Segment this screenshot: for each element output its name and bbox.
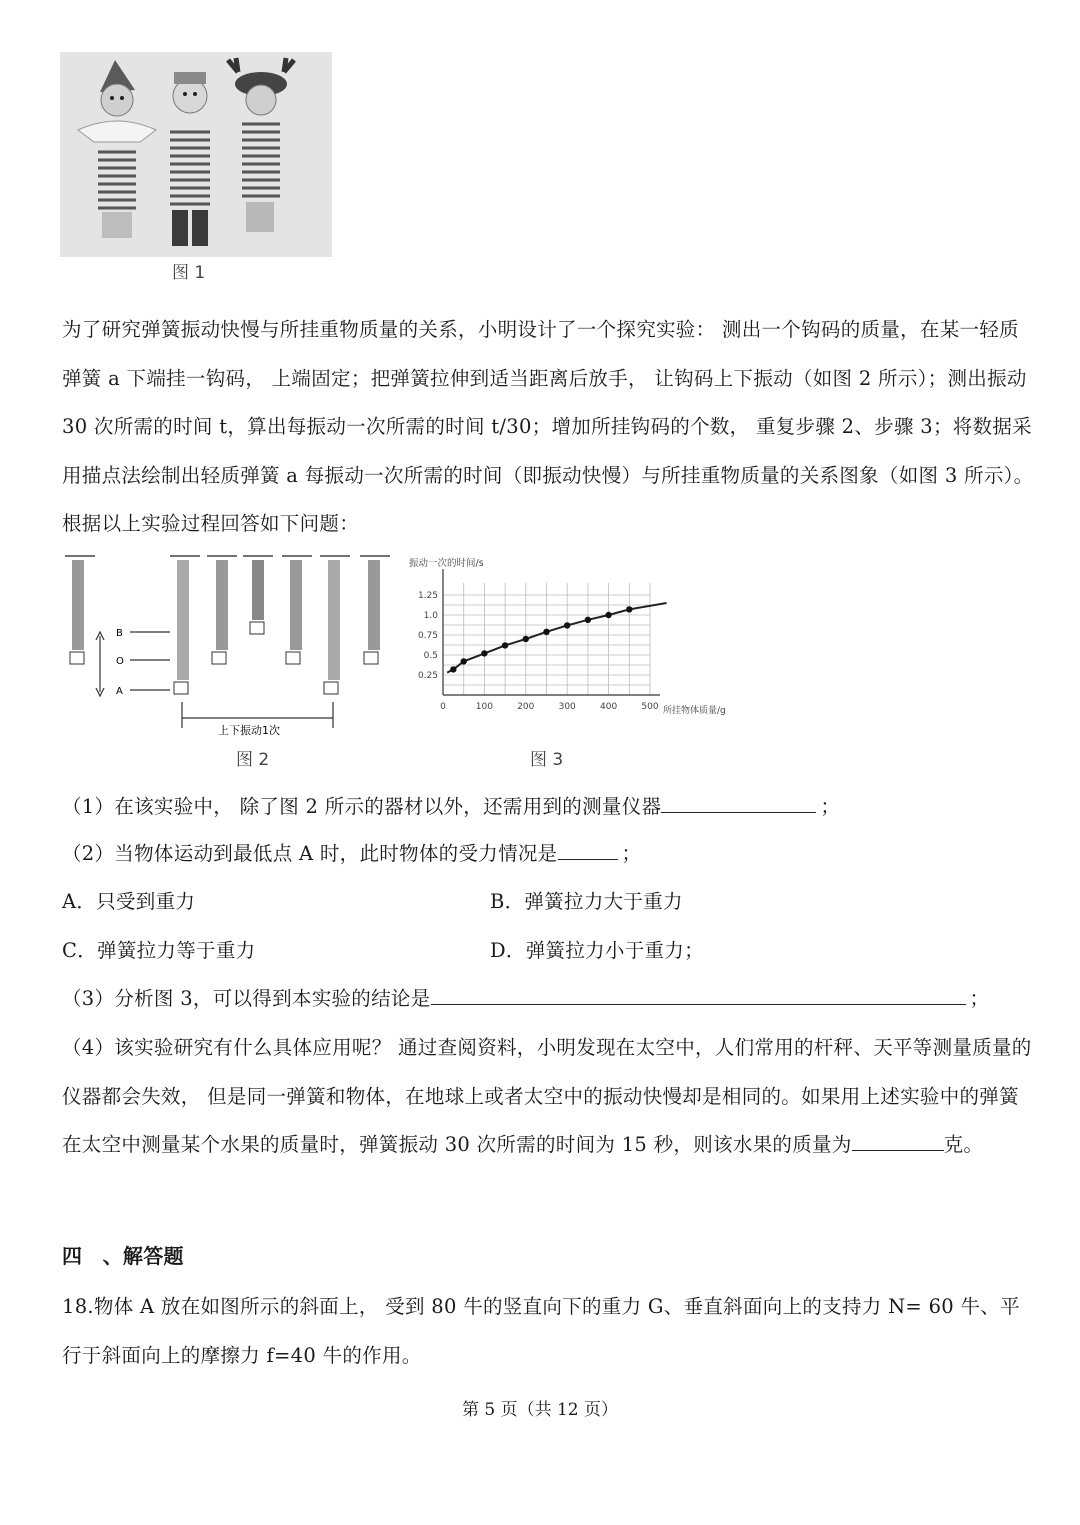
answer-blank-3[interactable] — [431, 986, 966, 1005]
data-point — [523, 636, 529, 642]
question-4-end: 克。 — [943, 1133, 984, 1156]
data-point — [605, 612, 611, 618]
spring-1 — [70, 560, 84, 664]
question-18: 18.物体 A 放在如图所示的斜面上， 受到 80 牛的竖直向下的重力 G、垂直斜面向上的支持力 N= 60 牛、平行于斜面向上的摩擦力 f=40 牛的作用。 — [62, 1295, 1020, 1367]
question-1-text: （1）在该实验中， 除了图 2 所示的器材以外，还需用到的测量仪器 — [62, 795, 662, 818]
spring-2 — [174, 560, 189, 694]
data-point — [543, 629, 549, 635]
data-point — [481, 650, 487, 656]
chart-xlabel: 所挂物体质量/g — [663, 706, 725, 716]
x-tick-label: 0 — [440, 702, 446, 712]
spring-4 — [250, 560, 264, 634]
data-point — [585, 617, 591, 623]
figure-2-diagram — [60, 552, 400, 742]
question-4 — [62, 1024, 1037, 1170]
figure-2-caption: 图 2 — [236, 750, 270, 770]
figure-1-caption: 图 1 — [172, 263, 206, 283]
spring-3 — [212, 560, 228, 664]
option-a: A．只受到重力 — [62, 890, 196, 913]
question-1-end: ； — [820, 795, 841, 818]
spring-7 — [364, 560, 380, 664]
question-3-text: （3）分析图 3，可以得到本实验的结论是 — [62, 987, 431, 1010]
question-4-text: （4）该实验研究有什么具体应用呢？ 通过查阅资料，小明发现在太空中，人们常用的杆秤、天平等测量质量的仪器都会失效， 但是同一弹簧和物体，在地球上或者太空中的振动快慢却是相同的。如果用上述实验中的弹簧在太空中测量某个水果的质量时，弹簧振动 30 次所需的时间为 15 秒，则该水果的质量为 — [62, 1036, 1032, 1156]
y-tick-label: 1.25 — [417, 591, 438, 601]
question-2 — [62, 838, 641, 866]
section-heading: 四 、解答题 — [62, 1244, 184, 1268]
x-tick-label: 100 — [475, 702, 493, 712]
label-b: B — [116, 628, 123, 639]
chart-ylabel: 振动一次的时间/s — [409, 558, 484, 569]
x-tick-label: 400 — [600, 702, 618, 712]
data-point — [450, 666, 456, 672]
answer-blank-4[interactable] — [852, 1132, 944, 1151]
data-point — [626, 606, 632, 612]
x-tick-label: 200 — [517, 702, 535, 712]
span-label: 上下振动1次 — [218, 724, 280, 737]
label-o: O — [116, 656, 124, 667]
page-footer: 第 5 页（共 12 页） — [461, 1400, 619, 1420]
x-tick-label: 300 — [558, 702, 576, 712]
label-a: A — [116, 686, 123, 697]
data-point — [564, 622, 570, 628]
question-3-end: ； — [969, 987, 990, 1010]
figure-3-chart — [405, 555, 725, 740]
spring-5 — [286, 560, 302, 664]
question-2-text: （2）当物体运动到最低点 A 时，此时物体的受力情况是 — [62, 842, 558, 865]
data-point — [461, 658, 467, 664]
figure-3-caption: 图 3 — [530, 750, 564, 770]
option-c: C．弹簧拉力等于重力 — [62, 939, 256, 962]
y-tick-label: 1.0 — [423, 611, 438, 621]
question-3 — [62, 983, 989, 1011]
question-1 — [62, 791, 840, 819]
answer-blank-2[interactable] — [558, 841, 618, 860]
intro-paragraph: 为了研究弹簧振动快慢与所挂重物质量的关系，小明设计了一个探究实验： 测出一个钩码的质量，在某一轻质弹簧 a 下端挂一钩码， 上端固定；把弹簧拉伸到适当距离后放手， 让钩码上下振动（如图 2 所示）；测出振动 30 次所需的时间 t，算出每振动一次所需的时间 t/30；增加所挂钩码的个数， 重复步骤 2、步骤 3；将数据采用描点法绘制出轻质弹簧 a 每振动一次所需的时间（即振动快慢）与所挂重物质量的关系图象（如图 3 所示）。根据以上实验过程回答如下问题： — [62, 318, 1034, 535]
option-d: D．弹簧拉力小于重力； — [490, 939, 704, 962]
option-b: B．弹簧拉力大于重力 — [490, 890, 683, 913]
spring-6 — [324, 560, 340, 694]
x-tick-label: 500 — [641, 702, 659, 712]
y-tick-label: 0.75 — [417, 631, 438, 641]
data-point — [502, 642, 508, 648]
question-2-end: ； — [621, 842, 642, 865]
trend-curve — [447, 603, 666, 673]
y-tick-label: 0.25 — [417, 671, 438, 681]
y-tick-label: 0.5 — [423, 651, 438, 661]
answer-blank-1[interactable] — [661, 794, 816, 813]
figure-1-photo — [60, 52, 332, 257]
